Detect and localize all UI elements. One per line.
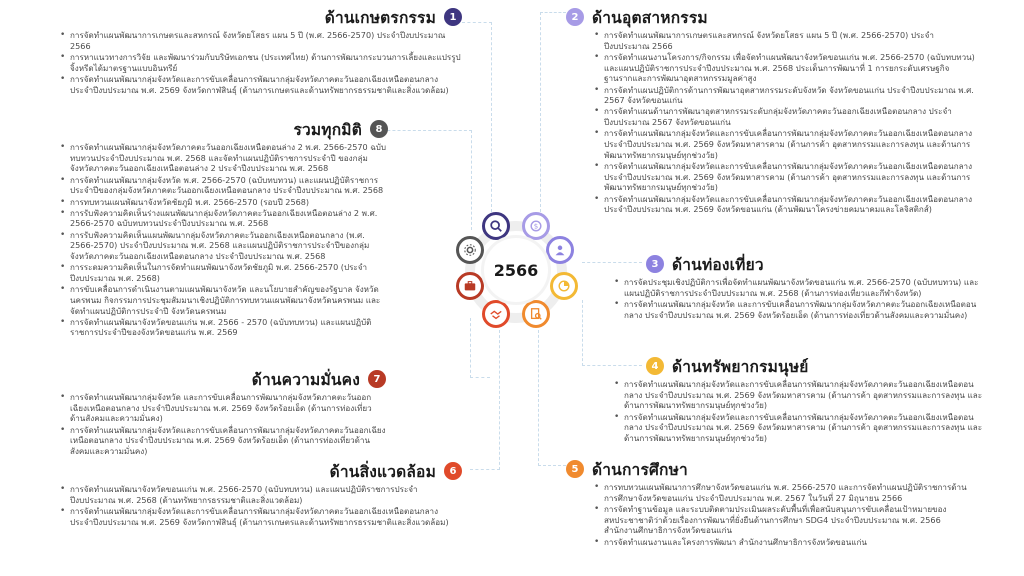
- list-item: • การจัดทำแผนพัฒนากลุ่มจังหวัดและการขับเคลื่อนการพัฒนากลุ่มจังหวัดภาคตะวันออกเฉียงเหนือตอนกลาง ประจำปีงบประมาณ พ.ศ. 2569 จังหวัดขอนแก่น (ด้านพัฒนาโครงข่ายคมนาคมและโลจิสติกส์): [592, 194, 976, 215]
- section-industry: [566, 6, 976, 215]
- section-title: ด้านสิ่งแวดล้อม: [329, 462, 436, 481]
- item-list: [592, 30, 976, 215]
- list-item: • การจัดทำแผนพัฒนากลุ่มจังหวัดและการขับเคลื่อนการพัฒนากลุ่มจังหวัดภาคตะวันออกเฉียงเหนือตอนกลาง ประจำปีงบประมาณ พ.ศ. 2569 จังหวัดมหาสารคาม (ด้านการค้า อุตสาหกรรมและการลงทุน และด้านการพัฒนาทรัพยากรมนุษย์ทุกช่วงวัย): [592, 161, 976, 193]
- list-item: • การหาแนวทางการวิจัย และพัฒนาร่วมกับบริษัทเอกชน (ประเทศไทย) ด้านการพัฒนากระบวนการเลี้ยงและแปรรูปจิ้งหรีดได้มาตรฐานแบบอินทรีย์: [58, 52, 462, 73]
- list-item: • การจัดทำแผนงานและโครงการพัฒนา สำนักงานศึกษาธิการจังหวัดขอนแก่น: [592, 537, 976, 548]
- briefcase-icon: [456, 272, 484, 300]
- number-badge: 4: [646, 357, 664, 375]
- list-item: • การจัดทำฐานข้อมูล และระบบติดตามประเมินผลระดับพื้นที่เพื่อสนับสนุนการขับเคลื่อนเป้าหมายของสหประชาชาติว่าด้วยเรื่องการพัฒนาที่ยั่งยืนด้านการศึกษา SDG4 ประจำปีงบประมาณ พ.ศ. 2566 สำนักงานศึกษาธิการจังหวัดขอนแก่น: [592, 504, 976, 536]
- section-header: [58, 460, 462, 482]
- section-security: [58, 368, 386, 457]
- list-item: • การจัดทำแผนพัฒนากลุ่มจังหวัด และการขับเคลื่อนการพัฒนากลุ่มจังหวัดภาคตะวันออกเฉียงเหนือตอนกลาง ประจำปีงบประมาณ พ.ศ. 2569 จังหวัดร้อยเอ็ด (ด้านการท่องเที่ยวด้านสังคมและความมั่นคง): [58, 392, 386, 424]
- list-item: • การจัดทำแผนพัฒนาการเกษตรและสหกรณ์ จังหวัดยโสธร แผน 5 ปี (พ.ศ. 2566-2570) ประจำปีงบประมาณ 2566: [58, 30, 462, 51]
- section-title: ด้านอุตสาหกรรม: [592, 8, 708, 27]
- item-list: [58, 484, 462, 527]
- list-item: • การรับฟังความคิดเห็นร่างแผนพัฒนากลุ่มจังหวัดภาคตะวันออกเฉียงเหนือตอนล่าง 2 พ.ศ. 2566-2570 ฉบับทบทวนประจำปีงบประมาณ พ.ศ. 2568: [58, 208, 388, 229]
- item-list: [612, 277, 986, 320]
- list-item: • การจัดทำแผนพัฒนากลุ่มจังหวัดภาคตะวันออกเฉียงเหนือตอนล่าง 2 พ.ศ. 2566-2570 ฉบับทบทวนประจำปีงบประมาณ พ.ศ. 2568 และจัดทำแผนปฏิบัติราชการประจำปี ของกลุ่มจังหวัดภาคตะวันออกเฉียงเหนือตอนล่าง 2 ประจำปีงบประมาณ พ.ศ. 2568: [58, 142, 388, 174]
- section-header: [58, 118, 388, 140]
- magnifier-document-icon: [522, 300, 550, 328]
- section-header: [646, 253, 986, 275]
- list-item: • การจัดประชุมเชิงปฏิบัติการเพื่อจัดทำแผนพัฒนาจังหวัดขอนแก่น พ.ศ. 2566-2570 (ฉบับทบทวน) และแผนปฏิบัติราชการประจำปีงบประมาณ พ.ศ. 2568 (ด้านการท่องเที่ยวและกีฬาจังหวัด): [612, 277, 986, 298]
- hub-year: 2566: [493, 260, 539, 280]
- number-badge: 6: [444, 462, 462, 480]
- section-title: ด้านเกษตรกรรม: [324, 8, 436, 27]
- item-list: [58, 142, 388, 338]
- connector-line: [540, 12, 566, 212]
- section-header: [58, 6, 462, 28]
- connector-line: [470, 330, 500, 470]
- section-title: ด้านการศึกษา: [592, 460, 688, 479]
- number-badge: 1: [444, 8, 462, 26]
- connector-line: [538, 330, 566, 466]
- money-icon: [522, 212, 550, 240]
- item-list: [58, 30, 462, 95]
- list-item: • การจัดทำแผนพัฒนากลุ่มจังหวัดและการขับเคลื่อนการพัฒนากลุ่มจังหวัดภาคตะวันออกเฉียงเหนือตอนกลาง ประจำปีงบประมาณ พ.ศ. 2569 จังหวัดกาฬสินธุ์ (ด้านการเกษตรและด้านทรัพยากรธรรมชาติและสิ่งแวดล้อม): [58, 74, 462, 95]
- hub-center: [484, 238, 548, 302]
- list-item: • การจัดทำแผนด้านการพัฒนาอุตสาหกรรมระดับกลุ่มจังหวัดภาคตะวันออกเฉียงเหนือตอนกลาง ประจำปีงบประมาณ 2567 จังหวัดขอนแก่น: [592, 106, 976, 127]
- section-title: ด้านทรัพยากรมนุษย์: [672, 357, 809, 376]
- number-badge: 2: [566, 8, 584, 26]
- list-item: • การทบทวนแผนพัฒนาการศึกษาจังหวัดขอนแก่น พ.ศ. 2566-2570 และการจัดทำแผนปฏิบัติราชการด้านการศึกษาจังหวัดขอนแก่น ประจำปีงบประมาณ พ.ศ. 2567 ในวันที่ 27 มิถุนายน 2566: [592, 482, 976, 503]
- item-list: [58, 392, 386, 457]
- list-item: • การจัดทำแผนปฏิบัติการด้านการพัฒนาอุตสาหกรรมระดับจังหวัด จังหวัดขอนแก่น ประจำปีงบประมาณ พ.ศ. 2567 จังหวัดขอนแก่น: [592, 85, 976, 106]
- section-tourism: [624, 253, 986, 321]
- list-item: • การจัดทำแผนพัฒนาจังหวัดขอนแก่น พ.ศ. 2566 - 2570 (ฉบับทบทวน) และแผนปฏิบัติราชการประจำปีของจังหวัดขอนแก่น พ.ศ. 2569: [58, 317, 388, 338]
- number-badge: 8: [370, 120, 388, 138]
- section-header: [566, 458, 976, 480]
- section-environment: [58, 460, 462, 528]
- list-item: • การจัดทำแผนพัฒนากลุ่มจังหวัด พ.ศ. 2566-2570 (ฉบับทบทวน) และแผนปฏิบัติราชการประจำปีของกลุ่มจังหวัดภาคตะวันออกเฉียงเหนือตอนกลาง ประจำปีงบประมาณ พ.ศ. 2568: [58, 175, 388, 196]
- gear-people-icon: [456, 236, 484, 264]
- list-item: • การจัดทำแผนงานโครงการ/กิจกรรม เพื่อจัดทำแผนพัฒนาจังหวัดขอนแก่น พ.ศ. 2566-2570 (ฉบับทบทวน) และแผนปฏิบัติราชการประจำปีงบประมาณ พ.ศ. 2568 ประเด็นการพัฒนาที่ 1 การยกระดับเศรษฐกิจฐานรากและการพัฒนาอุตสาหกรรมมูลค่าสูง: [592, 52, 976, 84]
- pie-chart-icon: [550, 272, 578, 300]
- list-item: • การจัดทำแผนพัฒนากลุ่มจังหวัดและการขับเคลื่อนการพัฒนากลุ่มจังหวัดภาคตะวันออกเฉียงเหนือตอนกลาง ประจำปีงบประมาณ พ.ศ. 2569 จังหวัดร้อยเอ็ด (ด้านการท่องเที่ยวด้านสังคมและความมั่นคง): [58, 425, 386, 457]
- section-all-dimensions: [58, 118, 388, 339]
- people-icon: [546, 236, 574, 264]
- list-item: • การจัดทำแผนพัฒนากลุ่มจังหวัดและการขับเคลื่อนการพัฒนากลุ่มจังหวัดภาคตะวันออกเฉียงเหนือตอนกลาง ประจำปีงบประมาณ พ.ศ. 2569 จังหวัดมหาสารคาม (ด้านการค้า อุตสาหกรรมและการลงทุน และด้านการพัฒนาทรัพยากรมนุษย์ทุกช่วงวัย): [612, 379, 986, 411]
- section-title: รวมทุกมิติ: [293, 120, 362, 139]
- section-header: [646, 355, 986, 377]
- list-item: • การระดมความคิดเห็นในการจัดทำแผนพัฒนาจังหวัดชัยภูมิ พ.ศ. 2566-2570 (ประจำปีงบประมาณ พ.ศ. 2568): [58, 262, 388, 283]
- item-list: [612, 379, 986, 444]
- list-item: • การจัดทำแผนพัฒนาจังหวัดขอนแก่น พ.ศ. 2566-2570 (ฉบับทบทวน) และแผนปฏิบัติราชการประจำปีงบประมาณ พ.ศ. 2568 (ด้านทรัพยากรธรรมชาติและสิ่งแวดล้อม): [58, 484, 462, 505]
- list-item: • การทบทวนแผนพัฒนาจังหวัดชัยภูมิ พ.ศ. 2566-2570 (รอบปี 2568): [58, 197, 388, 208]
- section-agriculture: [58, 6, 462, 96]
- section-title: ด้านท่องเที่ยว: [672, 255, 764, 274]
- number-badge: 7: [368, 370, 386, 388]
- list-item: • การรับฟังความคิดเห็นแผนพัฒนากลุ่มจังหวัดภาคตะวันออกเฉียงเหนือตอนกลาง (พ.ศ. 2566-2570) ประจำปีงบประมาณ พ.ศ. 2568 และแผนปฏิบัติราชการประจำปีของกลุ่มจังหวัดภาคตะวันออกเฉียงเหนือตอนกลาง ประจำปีงบประมาณ พ.ศ. 2568: [58, 230, 388, 262]
- section-title: ด้านความมั่นคง: [251, 370, 360, 389]
- section-human-resources: [624, 355, 986, 444]
- section-header: [58, 368, 386, 390]
- number-badge: 5: [566, 460, 584, 478]
- list-item: • การจัดทำแผนพัฒนากลุ่มจังหวัดและการขับเคลื่อนการพัฒนากลุ่มจังหวัดภาคตะวันออกเฉียงเหนือตอนกลาง ประจำปีงบประมาณ พ.ศ. 2569 จังหวัดกาฬสินธุ์ (ด้านการเกษตรและด้านทรัพยากรธรรมชาติและสิ่งแวดล้อม): [58, 506, 462, 527]
- list-item: • การจัดทำแผนพัฒนากลุ่มจังหวัดและการขับเคลื่อนการพัฒนากลุ่มจังหวัดภาคตะวันออกเฉียงเหนือตอนกลาง ประจำปีงบประมาณ พ.ศ. 2569 จังหวัดมหาสารคาม (ด้านการค้า อุตสาหกรรมและการลงทุน และด้านการพัฒนาทรัพยากรมนุษย์ทุกช่วงวัย): [592, 128, 976, 160]
- svg-text:$: $: [533, 222, 539, 231]
- number-badge: 3: [646, 255, 664, 273]
- connector-line: [582, 262, 642, 263]
- handshake-icon: [482, 300, 510, 328]
- section-header: [566, 6, 976, 28]
- list-item: • การจัดทำแผนพัฒนากลุ่มจังหวัดและการขับเคลื่อนการพัฒนากลุ่มจังหวัดภาคตะวันออกเฉียงเหนือตอนกลาง ประจำปีงบประมาณ พ.ศ. 2569 จังหวัดมหาสารคาม (ด้านการค้า อุตสาหกรรมและการลงทุน และด้านการพัฒนาทรัพยากรมนุษย์ทุกช่วงวัย): [612, 412, 986, 444]
- item-list: [592, 482, 976, 547]
- search-icon: [482, 212, 510, 240]
- list-item: • การขับเคลื่อนการดำเนินงานตามแผนพัฒนาจังหวัด และนโยบายสำคัญของรัฐบาล จังหวัดนครพนม กิจกรรมการประชุมสัมมนาเชิงปฏิบัติการทบทวนแผนพัฒนาจังหวัดนครพนม และจัดทำแผนปฏิบัติการประจำปี จังหวัดนครพนม: [58, 284, 388, 316]
- list-item: • การจัดทำแผนพัฒนาการเกษตรและสหกรณ์ จังหวัดยโสธร แผน 5 ปี (พ.ศ. 2566-2570) ประจำปีงบประมาณ 2566: [592, 30, 976, 51]
- section-education: [566, 458, 976, 548]
- list-item: • การจัดทำแผนพัฒนากลุ่มจังหวัด และการขับเคลื่อนการพัฒนากลุ่มจังหวัดภาคตะวันออกเฉียงเหนือตอนกลาง ประจำปีงบประมาณ พ.ศ. 2569 จังหวัดร้อยเอ็ด (ด้านการท่องเที่ยวด้านสังคมและความมั่นคง): [612, 299, 986, 320]
